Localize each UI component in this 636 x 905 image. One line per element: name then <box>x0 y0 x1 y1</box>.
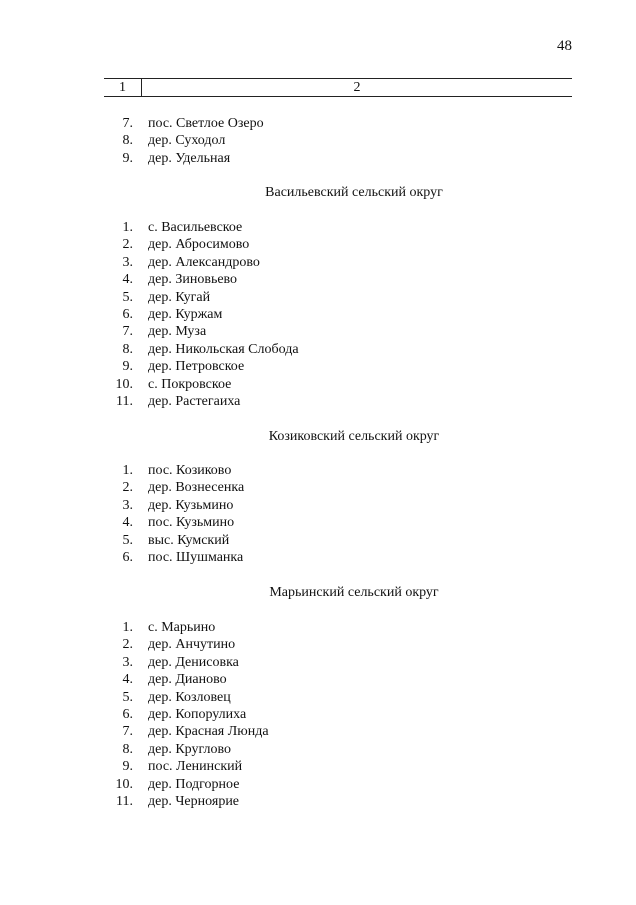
settlement-list-maryinsky <box>106 619 566 810</box>
list-item <box>106 758 566 775</box>
settlement-list-continued <box>106 115 566 167</box>
list-item <box>106 549 566 566</box>
item-name: с. Васильевское <box>148 220 243 235</box>
item-number: 8. <box>122 741 133 757</box>
item-number: 6. <box>122 306 133 322</box>
item-name: дер. Черноярие <box>148 793 240 809</box>
district-title-vasilyevsky: Васильевский сельский округ <box>265 185 443 200</box>
item-number: 5. <box>122 689 133 705</box>
list-item <box>106 289 566 306</box>
list-item <box>106 219 566 236</box>
item-number: 3. <box>122 497 133 513</box>
item-number: 9. <box>122 359 133 375</box>
list-item <box>106 671 566 688</box>
list-item <box>106 636 566 653</box>
item-number: 3. <box>122 654 133 670</box>
item-name: дер. Александрово <box>148 254 260 270</box>
list-item <box>106 793 566 810</box>
item-name: дер. Петровское <box>148 359 245 375</box>
item-name: дер. Анчутино <box>148 637 236 653</box>
list-item <box>106 776 566 793</box>
item-number: 9. <box>122 150 133 166</box>
list-item <box>106 393 566 410</box>
list-item <box>106 236 566 253</box>
item-number: 9. <box>122 759 133 775</box>
list-item <box>106 254 566 271</box>
page-number: 48 <box>557 38 572 54</box>
district-title-kozikovsky: Козиковский сельский округ <box>268 429 440 444</box>
district-title-maryinsky: Марьинский сельский округ <box>269 585 439 600</box>
item-number: 3. <box>122 254 133 270</box>
item-name: дер. Зиновьево <box>148 272 238 288</box>
list-item <box>106 150 566 167</box>
item-name: выс. Кумский <box>148 532 230 548</box>
list-item <box>106 497 566 514</box>
item-name: пос. Шушманка <box>148 549 244 565</box>
item-number: 5. <box>122 532 133 548</box>
item-name: с. Марьино <box>148 620 216 635</box>
list-item <box>106 619 566 636</box>
item-name: дер. Суходол <box>148 133 226 149</box>
settlement-list-kozikovsky <box>106 462 566 566</box>
list-item <box>106 654 566 671</box>
item-name: дер. Красная Люнда <box>148 724 269 740</box>
item-name: дер. Никольская Слобода <box>148 341 299 357</box>
item-number: 1. <box>122 220 133 235</box>
item-number: 8. <box>122 341 133 357</box>
list-item <box>106 741 566 758</box>
item-name: дер. Абросимово <box>148 237 250 253</box>
item-name: пос. Козиково <box>148 463 232 478</box>
item-number: 11. <box>116 793 133 809</box>
list-item <box>106 376 566 393</box>
item-name: дер. Вознесенка <box>148 480 245 496</box>
item-name: пос. Кузьмино <box>148 515 235 531</box>
list-item <box>106 115 566 132</box>
item-number: 7. <box>122 324 133 340</box>
item-number: 2. <box>122 637 133 653</box>
item-name: дер. Муза <box>148 324 207 340</box>
item-number: 4. <box>122 672 133 688</box>
list-item <box>106 306 566 323</box>
item-name: дер. Копорулиха <box>148 706 247 722</box>
column-2-header: 2 <box>353 80 361 95</box>
item-number: 6. <box>122 706 133 722</box>
item-name: с. Покровское <box>148 376 232 392</box>
item-number: 7. <box>122 724 133 740</box>
item-name: пос. Ленинский <box>148 759 243 775</box>
item-number: 1. <box>122 620 133 635</box>
item-name: дер. Кузьмино <box>148 497 234 513</box>
item-name: дер. Кугай <box>148 289 211 305</box>
list-item <box>106 323 566 340</box>
item-number: 10. <box>115 776 133 792</box>
column-1-header: 1 <box>104 79 142 96</box>
item-name: дер. Денисовка <box>148 654 239 670</box>
item-number: 8. <box>122 133 133 149</box>
item-name: пос. Светлое Озеро <box>148 116 264 131</box>
list-item <box>106 358 566 375</box>
item-number: 10. <box>115 376 133 392</box>
list-item <box>106 462 566 479</box>
item-name: дер. Козловец <box>148 689 231 705</box>
list-item <box>106 341 566 358</box>
list-item <box>106 689 566 706</box>
item-number: 11. <box>116 393 133 409</box>
item-number: 2. <box>122 480 133 496</box>
item-number: 1. <box>122 463 133 478</box>
list-item <box>106 132 566 149</box>
item-name: дер. Куржам <box>148 306 223 322</box>
list-item <box>106 479 566 496</box>
list-item <box>106 532 566 549</box>
item-name: дер. Подгорное <box>148 776 240 792</box>
item-number: 6. <box>122 549 133 565</box>
item-number: 5. <box>122 289 133 305</box>
list-item <box>106 271 566 288</box>
item-number: 4. <box>122 272 133 288</box>
item-name: дер. Растегаиха <box>148 393 241 409</box>
list-item <box>106 514 566 531</box>
settlement-list-vasilyevsky <box>106 219 566 410</box>
list-item <box>106 706 566 723</box>
item-number: 4. <box>122 515 133 531</box>
table-header <box>104 78 572 97</box>
item-number: 2. <box>122 237 133 253</box>
item-number: 7. <box>122 116 133 131</box>
item-name: дер. Дианово <box>148 672 227 688</box>
item-name: дер. Круглово <box>148 741 232 757</box>
item-name: дер. Удельная <box>148 150 231 166</box>
list-item <box>106 723 566 740</box>
